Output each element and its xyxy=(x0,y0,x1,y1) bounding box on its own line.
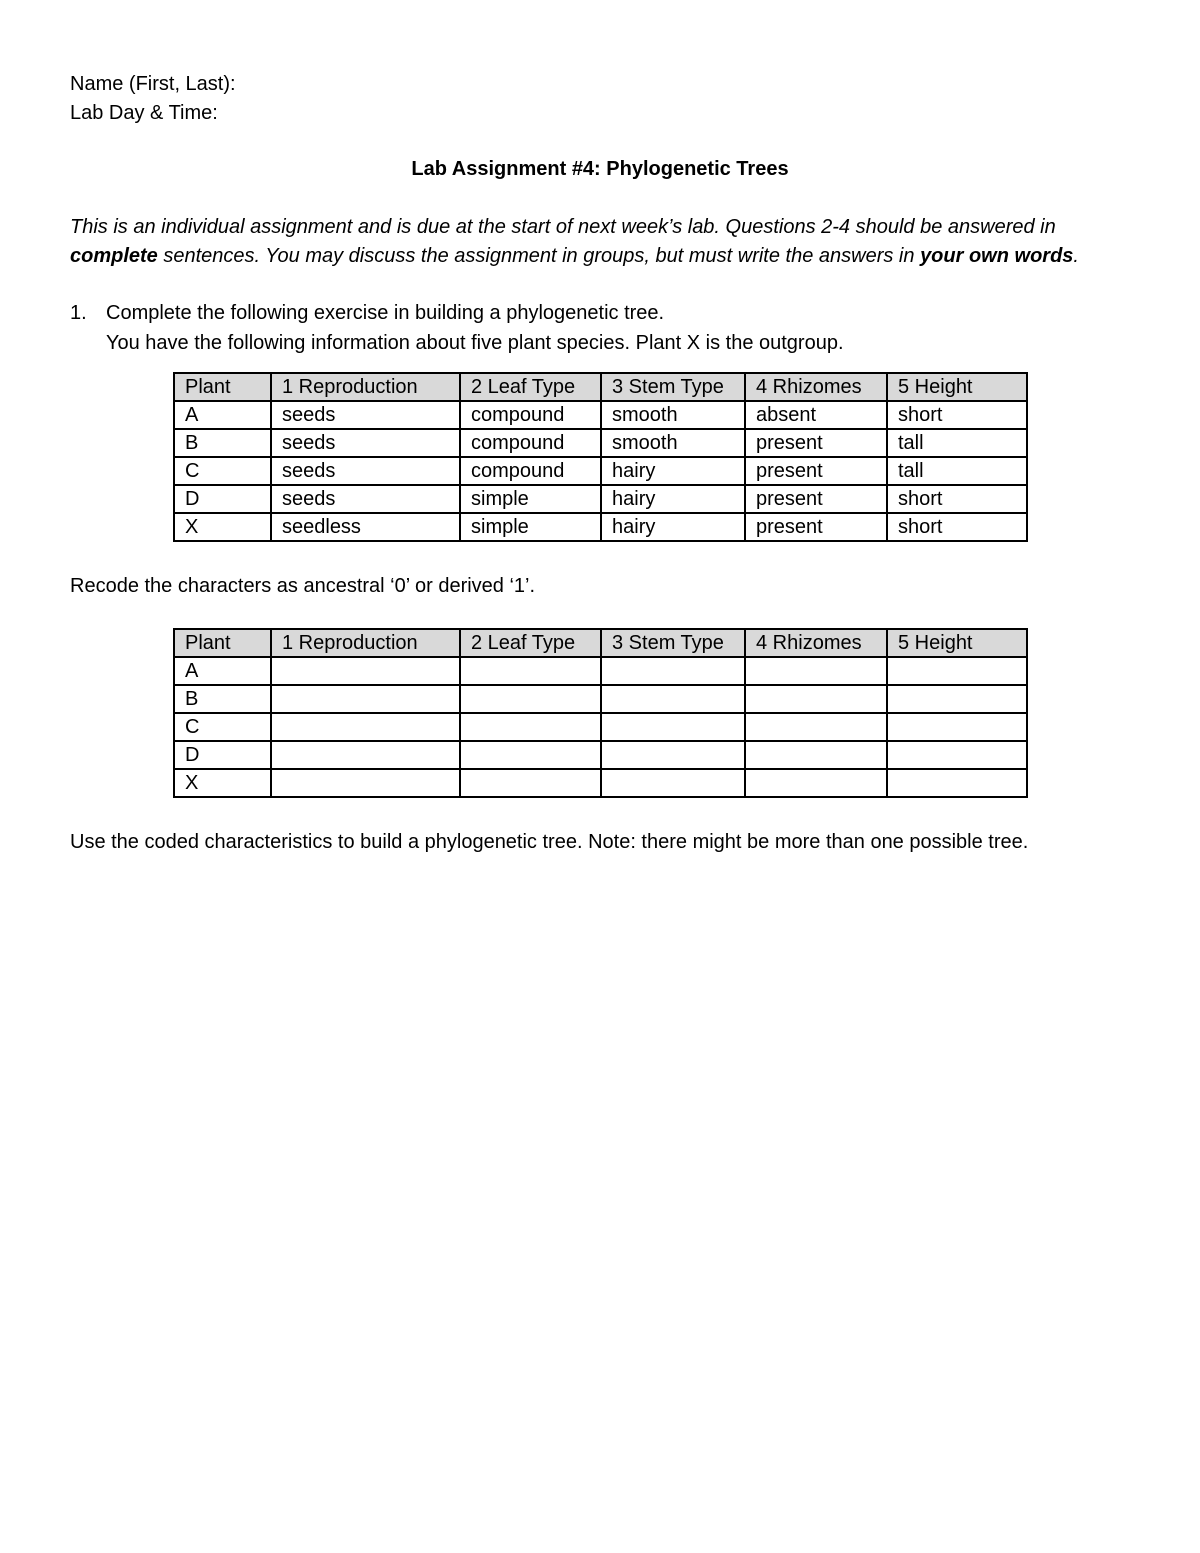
table-cell: absent xyxy=(745,401,887,429)
name-label: Name (First, Last): xyxy=(70,73,236,95)
answer-cell[interactable] xyxy=(271,769,460,797)
table-cell: compound xyxy=(460,429,601,457)
table-cell: compound xyxy=(460,401,601,429)
table-cell: short xyxy=(887,513,1027,541)
intro-paragraph xyxy=(70,213,1130,271)
table-row xyxy=(174,657,1027,685)
table-cell: D xyxy=(174,485,271,513)
intro-text-1: This is an individual assignment and is due at the start of next week’s lab. Questions 2-4 should be answered in xyxy=(70,216,1056,238)
answer-cell[interactable] xyxy=(601,741,745,769)
table-cell: B xyxy=(174,685,271,713)
table-cell: C xyxy=(174,713,271,741)
answer-cell[interactable] xyxy=(745,657,887,685)
answer-cell[interactable] xyxy=(887,769,1027,797)
table-cell: tall xyxy=(887,429,1027,457)
table-cell: hairy xyxy=(601,457,745,485)
answer-cell[interactable] xyxy=(271,713,460,741)
table-cell: simple xyxy=(460,485,601,513)
header-cell: 1 Reproduction xyxy=(271,373,460,401)
header-cell: 1 Reproduction xyxy=(271,629,460,657)
table-row xyxy=(174,513,1027,541)
table-cell: smooth xyxy=(601,401,745,429)
table-cell: seeds xyxy=(271,429,460,457)
intro-text-3: . xyxy=(1073,245,1079,267)
answer-cell[interactable] xyxy=(460,713,601,741)
table-cell: B xyxy=(174,429,271,457)
answer-cell[interactable] xyxy=(887,713,1027,741)
table-cell: X xyxy=(174,513,271,541)
answer-cell[interactable] xyxy=(460,657,601,685)
question-1 xyxy=(70,298,1130,358)
answer-cell[interactable] xyxy=(271,657,460,685)
header-cell: 5 Height xyxy=(887,373,1027,401)
table-cell: smooth xyxy=(601,429,745,457)
document-page xyxy=(70,70,1130,857)
answer-cell[interactable] xyxy=(271,741,460,769)
answer-cell[interactable] xyxy=(460,741,601,769)
answer-cell[interactable] xyxy=(601,713,745,741)
intro-text-2: sentences. You may discuss the assignment in groups, but must write the answers in xyxy=(157,245,921,267)
table-cell: short xyxy=(887,485,1027,513)
answer-cell[interactable] xyxy=(745,769,887,797)
table-cell: seeds xyxy=(271,457,460,485)
table-cell: present xyxy=(745,429,887,457)
answer-cell[interactable] xyxy=(887,685,1027,713)
table-cell: A xyxy=(174,401,271,429)
plant-traits-table xyxy=(173,372,1028,542)
header-cell: 2 Leaf Type xyxy=(460,373,601,401)
answer-cell[interactable] xyxy=(601,657,745,685)
table-cell: short xyxy=(887,401,1027,429)
table-cell: present xyxy=(745,485,887,513)
table-cell: hairy xyxy=(601,485,745,513)
table-row xyxy=(174,485,1027,513)
table-row xyxy=(174,741,1027,769)
table-cell: present xyxy=(745,513,887,541)
table-row xyxy=(174,457,1027,485)
answer-cell[interactable] xyxy=(745,741,887,769)
header-cell: 5 Height xyxy=(887,629,1027,657)
answer-cell[interactable] xyxy=(460,685,601,713)
recode-table xyxy=(173,628,1028,798)
table-row xyxy=(174,429,1027,457)
table-cell: X xyxy=(174,769,271,797)
table-header-row xyxy=(174,373,1027,401)
table-cell: compound xyxy=(460,457,601,485)
header-cell: 4 Rhizomes xyxy=(745,373,887,401)
table-cell: seedless xyxy=(271,513,460,541)
table-cell: tall xyxy=(887,457,1027,485)
header-cell: 3 Stem Type xyxy=(601,373,745,401)
table-row xyxy=(174,401,1027,429)
answer-cell[interactable] xyxy=(601,685,745,713)
intro-bold-own-words: your own words xyxy=(920,245,1074,267)
table-cell: hairy xyxy=(601,513,745,541)
question-1-line-2: You have the following information about five plant species. Plant X is the outgroup. xyxy=(106,332,844,354)
assignment-title: Lab Assignment #4: Phylogenetic Trees xyxy=(411,158,789,180)
header-cell: 3 Stem Type xyxy=(601,629,745,657)
question-1-number: 1. xyxy=(70,302,87,324)
table-cell: present xyxy=(745,457,887,485)
question-1-line-1: Complete the following exercise in building a phylogenetic tree. xyxy=(106,302,665,324)
answer-cell[interactable] xyxy=(887,741,1027,769)
lab-day-label: Lab Day & Time: xyxy=(70,102,218,124)
table-row xyxy=(174,685,1027,713)
table-cell: seeds xyxy=(271,401,460,429)
header-cell: 4 Rhizomes xyxy=(745,629,887,657)
answer-cell[interactable] xyxy=(601,769,745,797)
table-cell: A xyxy=(174,657,271,685)
tree-instruction: Use the coded characteristics to build a phylogenetic tree. Note: there might be more than one possible tree. xyxy=(70,831,1029,853)
recode-instruction: Recode the characters as ancestral ‘0’ or derived ‘1’. xyxy=(70,575,536,597)
table-row xyxy=(174,713,1027,741)
answer-cell[interactable] xyxy=(271,685,460,713)
header-cell: Plant xyxy=(174,373,271,401)
table-row xyxy=(174,769,1027,797)
table-cell: simple xyxy=(460,513,601,541)
answer-cell[interactable] xyxy=(745,713,887,741)
intro-bold-complete: complete xyxy=(70,245,158,267)
table-header-row xyxy=(174,629,1027,657)
answer-cell[interactable] xyxy=(460,769,601,797)
header-cell: Plant xyxy=(174,629,271,657)
table-cell: seeds xyxy=(271,485,460,513)
answer-cell[interactable] xyxy=(887,657,1027,685)
answer-cell[interactable] xyxy=(745,685,887,713)
table-cell: C xyxy=(174,457,271,485)
table-cell: D xyxy=(174,741,271,769)
header-cell: 2 Leaf Type xyxy=(460,629,601,657)
